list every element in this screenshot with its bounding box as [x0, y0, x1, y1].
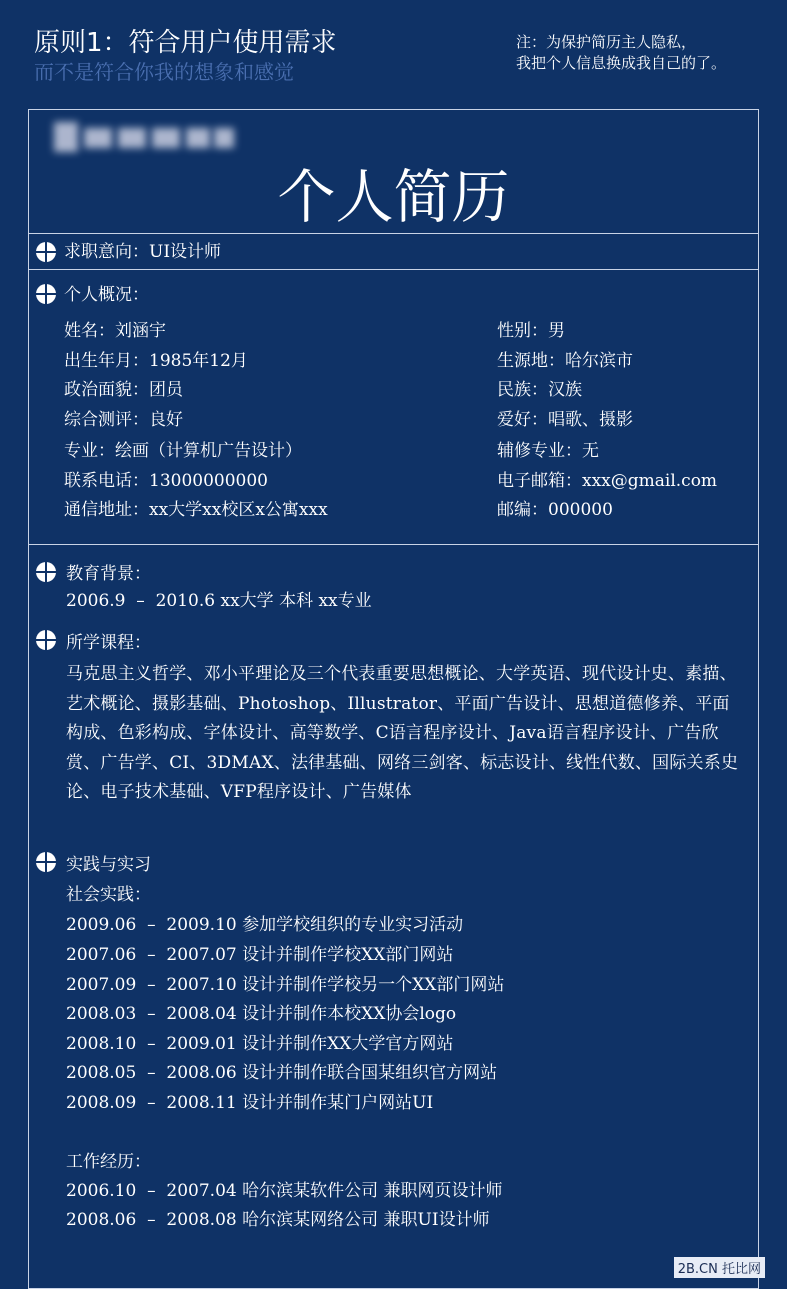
social-practice-item: 2008.09 – 2008.11 设计并制作某门户网站UI	[66, 1093, 434, 1113]
overview-left-item: 综合测评：良好	[64, 410, 183, 430]
overview-right-item: 电子邮箱：xxx@gmail.com	[497, 471, 718, 491]
divider-title	[28, 233, 759, 234]
social-practice-item: 2007.09 – 2007.10 设计并制作学校另一个XX部门网站	[66, 975, 505, 995]
practice-heading: 实践与实习	[66, 855, 151, 875]
header-title: 原则1：符合用户使用需求	[34, 28, 337, 58]
crosshair-circle-icon	[36, 562, 56, 582]
social-practice-item: 2008.10 – 2009.01 设计并制作XX大学官方网站	[66, 1034, 454, 1054]
site-watermark: 2B.CN 托比网	[674, 1257, 765, 1278]
privacy-note-line2: 我把个人信息换成我自己的了。	[516, 54, 727, 72]
privacy-note	[516, 32, 726, 74]
work-experience-label: 工作经历：	[66, 1152, 151, 1172]
crosshair-circle-icon	[36, 852, 56, 872]
divider-overview	[28, 544, 759, 545]
overview-right-item: 爱好：唱歌、摄影	[497, 410, 633, 430]
overview-right-item: 辅修专业：无	[497, 441, 599, 461]
social-practice-item: 2007.06 – 2007.07 设计并制作学校XX部门网站	[66, 945, 454, 965]
overview-right-item: 性别：男	[497, 321, 565, 341]
education-entry: 2006.9 – 2010.6 xx大学 本科 xx专业	[66, 591, 372, 611]
education-heading: 教育背景：	[66, 564, 151, 584]
courses-heading: 所学课程：	[66, 633, 151, 653]
social-practice-item: 2008.03 – 2008.04 设计并制作本校XX协会logo	[66, 1004, 457, 1024]
social-practice-item: 2008.05 – 2008.06 设计并制作联合国某组织官方网站	[66, 1063, 498, 1083]
overview-left-item: 出生年月：1985年12月	[64, 351, 248, 371]
job-objective: 求职意向：UI设计师	[64, 242, 222, 262]
divider-objective	[28, 269, 759, 270]
overview-right-item: 生源地：哈尔滨市	[497, 351, 633, 371]
work-experience-item: 2008.06 – 2008.08 哈尔滨某网络公司 兼职UI设计师	[66, 1210, 490, 1230]
overview-heading: 个人概况：	[64, 285, 149, 305]
blurred-name-image	[48, 118, 236, 158]
overview-right-item: 邮编：000000	[497, 500, 613, 520]
work-experience-item: 2006.10 – 2007.04 哈尔滨某软件公司 兼职网页设计师	[66, 1181, 503, 1201]
overview-left-item: 政治面貌：团员	[64, 380, 183, 400]
social-practice-item: 2009.06 – 2009.10 参加学校组织的专业实习活动	[66, 915, 464, 935]
social-practice-label: 社会实践：	[66, 885, 151, 905]
header-subtitle: 而不是符合你我的想象和感觉	[34, 60, 294, 84]
crosshair-circle-icon	[36, 242, 56, 262]
crosshair-circle-icon	[36, 630, 56, 650]
overview-left-item: 专业：绘画（计算机广告设计）	[64, 441, 302, 461]
courses-list: 马克思主义哲学、邓小平理论及三个代表重要思想概论、大学英语、现代设计史、素描、艺术概论、摄影基础、Photoshop、Illustrator、平面广告设计、思想道德修养、平面构成、色彩构成、字体设计、高等数学、C语言程序设计、Java语言程序设计、广告欣赏、广告学、CI、3DMAX、法律基础、网络三剑客、标志设计、线性代数、国际关系史论、电子技术基础、VFP程序设计、广告媒体	[66, 664, 739, 802]
resume-title: 个人简历	[277, 163, 510, 231]
overview-left-item: 姓名：刘涵宇	[64, 321, 166, 341]
overview-left-item: 通信地址：xx大学xx校区x公寓xxx	[64, 500, 328, 520]
overview-left-item: 联系电话：13000000000	[64, 471, 268, 491]
crosshair-circle-icon	[36, 284, 56, 304]
overview-right-item: 民族：汉族	[497, 380, 582, 400]
privacy-note-line1: 注：为保护简历主人隐私，	[516, 33, 697, 51]
